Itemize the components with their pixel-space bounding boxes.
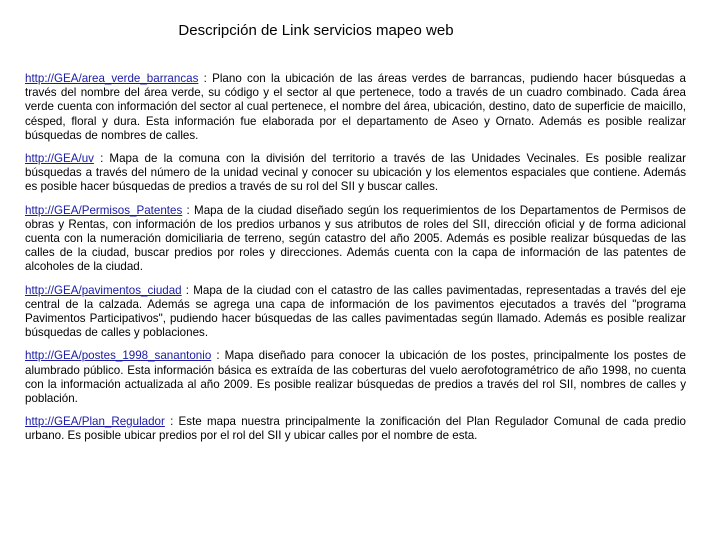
description-postes: : Mapa diseñado para conocer la ubicación de los postes, principalmente los postes de alumbrado público. Esta información básica es extraída de las coberturas del vuelo aerofotogramétrico de año 1998, no cuenta con la información actualizada al año 2009. Es posible realizar búsquedas de predios a través del rol SII, nombres de calles y población. [25, 349, 686, 406]
link-area-verde-barrancas[interactable]: http://GEA/area_verde_barrancas [25, 72, 199, 85]
service-entry-pavimentos [25, 284, 686, 341]
service-list [25, 72, 686, 453]
link-plan-regulador[interactable]: http://GEA/Plan_Regulador [25, 415, 165, 429]
link-permisos-patentes[interactable]: http://GEA/Permisos_Patentes [25, 203, 183, 217]
link-postes-1998[interactable]: http://GEA/postes_1998_sanantonio [25, 349, 212, 363]
description-plan-regulador: : Este mapa nuestra principalmente la zonificación del Plan Regulador Comunal de cada predio urbano. Es posible ubicar predios por el rol del SII y ubicar calles por el nombre de esta. [25, 415, 686, 443]
service-entry-uv [25, 152, 686, 195]
description-area-verde: : Plano con la ubicación de las áreas verdes de barrancas, pudiendo hacer búsquedas a través del nombre del área verde, su código y el sector al que pertenece, todo a través de un cuadro combinado. Cada área verde cuenta con información del sector al cual pertenece, el nombre del área, ubicación, destino, dato de superficie de maicillo, césped, floral y dura. Esta información fue elaborada por el departamento de Aseo y Ornato. Además es posible realizar búsquedas de nombres de calles. [25, 72, 686, 142]
service-entry-postes [25, 349, 686, 406]
page-title: Descripción de Link servicios mapeo web [178, 22, 454, 39]
service-entry-area-verde [25, 72, 686, 143]
description-uv: : Mapa de la comuna con la división del territorio a través de las Unidades Vecinales. Es posible realizar búsquedas a través del número de la unidad vecinal y conocer su ubicación y los elementos espaciales que contiene. Además es posible hacer búsquedas de predios a través de su rol del SII y buscar calles. [25, 152, 686, 194]
service-entry-plan-regulador [25, 415, 686, 443]
link-pavimentos-ciudad[interactable]: http://GEA/pavimentos_ciudad [25, 283, 182, 297]
link-uv[interactable]: http://GEA/uv [25, 152, 94, 166]
service-entry-permisos [25, 204, 686, 275]
description-permisos: : Mapa de la ciudad diseñado según los requerimientos de los Departamentos de Permisos de obras y Rentas, con información de los predios urbanos y sus atributos de roles del SII, dirección oficial y de forma adicional cuenta con la numeración domiciliaria de terreno, según catastro del año 2005. Además es posible realizar búsquedas de las calles de la ciudad, buscar predios por roles y direcciones. Además cuenta con la capa de información de las patentes de alcoholes de la ciudad. [25, 203, 686, 274]
description-pavimentos: : Mapa de la ciudad con el catastro de las calles pavimentadas, representadas a través del eje central de la calzada. Además se agrega una capa de información de los pavimentos ejecutados a través del "programa Pavimentos Participativos", pudiendo hacer búsquedas de las calles pavimentadas según llamado. Además es posible realizar búsquedas de calles y poblaciones. [25, 283, 686, 340]
